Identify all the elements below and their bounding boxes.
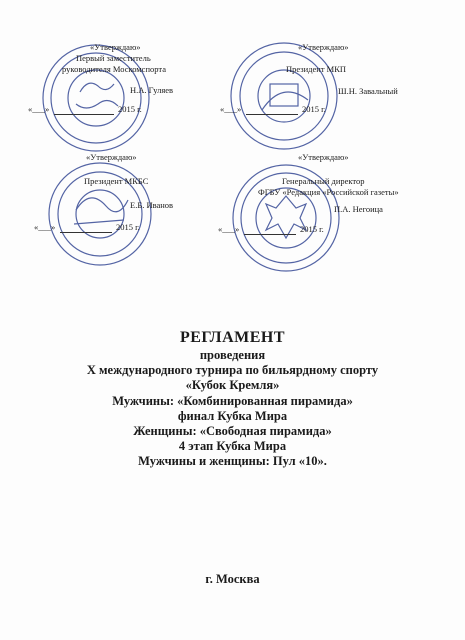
approval-date: «___» [34, 222, 56, 232]
approval-year: 2015 г. [300, 224, 324, 234]
title-line: «Кубок Кремля» [185, 378, 280, 393]
approval-position: руководителя Москомспорта [62, 64, 166, 74]
title-line: Мужчины и женщины: Пул «10». [138, 454, 327, 469]
date-blank-line [244, 224, 296, 235]
title-line: финал Кубка Мира [177, 408, 288, 423]
approval-heading: «Утверждаю» [90, 42, 141, 52]
approval-date: «___» [218, 224, 240, 234]
approval-heading: «Утверждаю» [86, 152, 137, 162]
document-title: РЕГЛАМЕНТ [179, 329, 286, 346]
approval-heading: «Утверждаю» [298, 152, 349, 162]
approval-date: «___» [28, 104, 50, 114]
approval-year: 2015 г. [302, 104, 326, 114]
approval-position: ФГБУ «Редакция «Российской газеты» [258, 187, 399, 197]
approval-name: П.А. Негоица [334, 204, 383, 214]
title-line: X международного турнира по бильярдному спорту [86, 363, 379, 378]
approval-position: Президент МКБС [84, 176, 149, 186]
title-line: 4 этап Кубка Мира [178, 439, 287, 454]
city-label: г. Москва [205, 572, 260, 586]
approval-position: Президент МКП [286, 64, 347, 74]
approval-name: Е.Б. Иванов [130, 200, 174, 210]
approval-name: Н.А. Гуляев [130, 85, 174, 95]
regulation-title-block [0, 328, 465, 470]
approval-date: «___» [220, 104, 242, 114]
title-line: проведения [199, 348, 266, 362]
approval-name: Ш.Н. Завальный [338, 86, 398, 96]
title-line: Мужчины: «Комбинированная пирамида» [112, 393, 353, 408]
approval-year: 2015 г. [116, 222, 140, 232]
approval-heading: «Утверждаю» [298, 42, 349, 52]
approval-position: Первый заместитель [76, 53, 151, 63]
approval-position: Генеральный директор [282, 176, 365, 186]
approval-year: 2015 г. [118, 104, 142, 114]
title-line: Женщины: «Свободная пирамида» [133, 424, 332, 439]
